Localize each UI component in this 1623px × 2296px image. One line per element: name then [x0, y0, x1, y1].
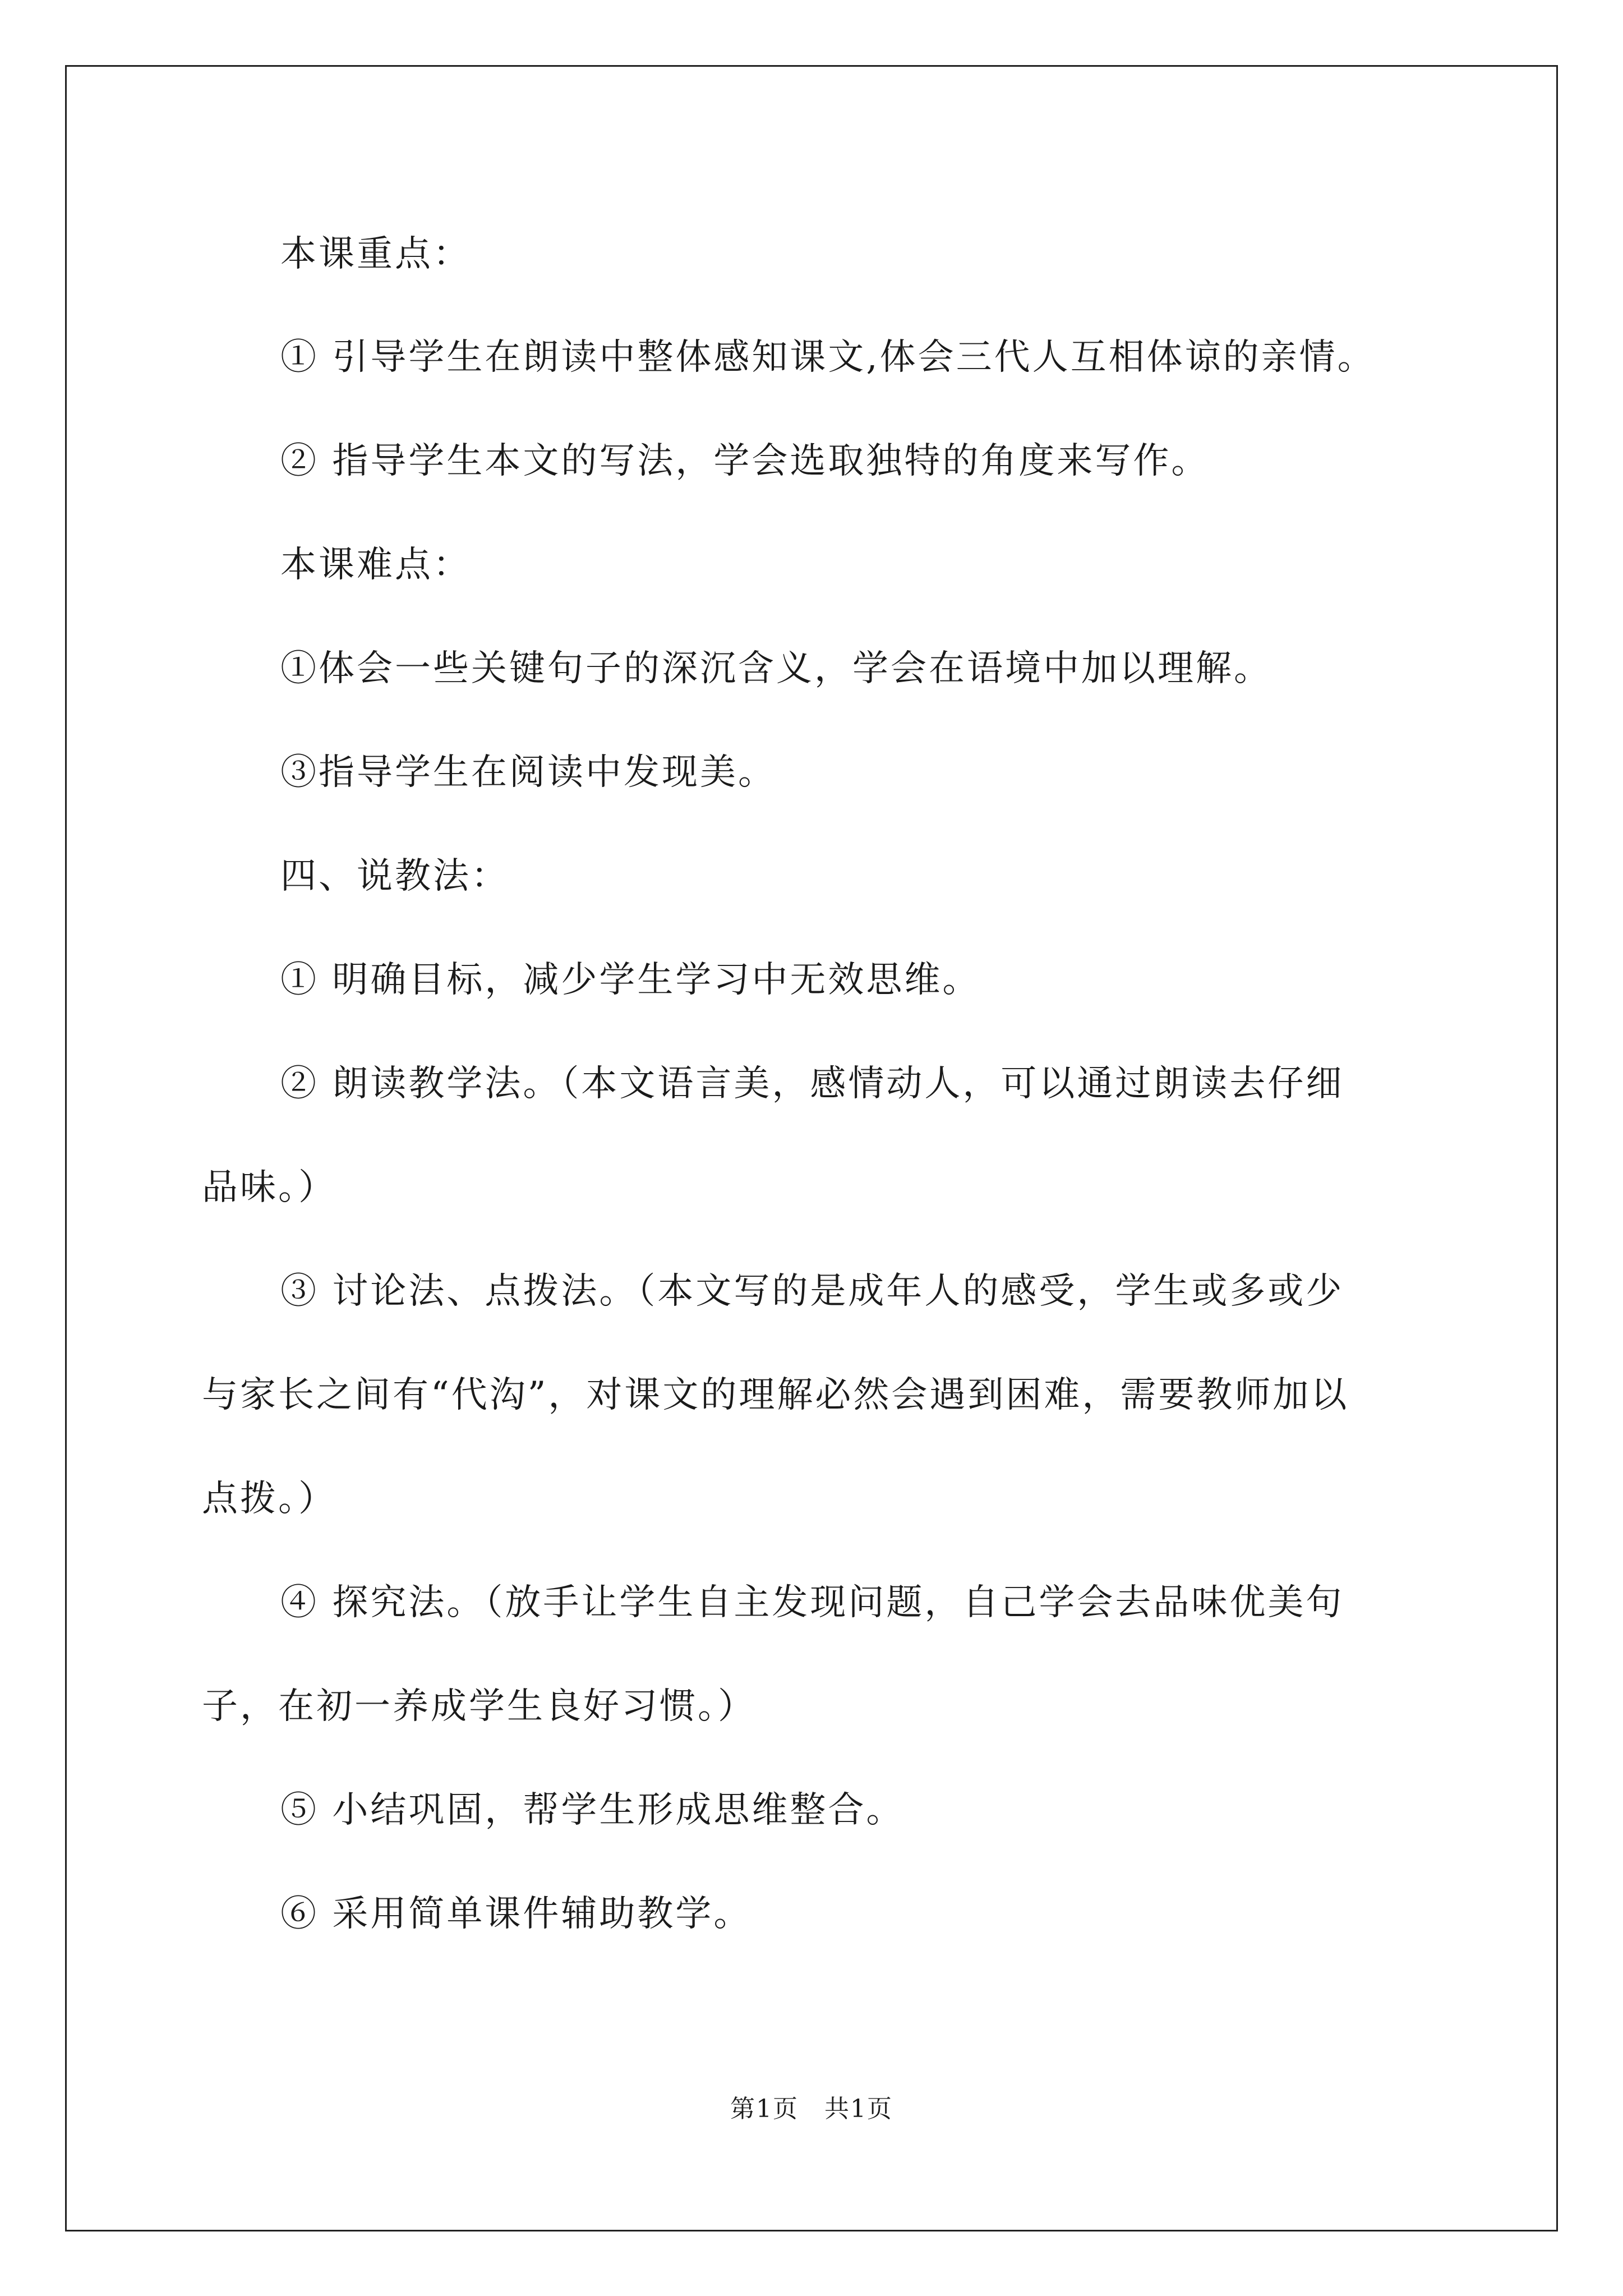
method-3-line-3: 点拨。） [202, 1478, 336, 1520]
difficult-point-1: ①体会一些关键句子的深沉含义，学会在语境中加以理解。 [280, 648, 1272, 689]
method-1: ① 明确目标，减少学生学习中无效思维。 [280, 959, 981, 1001]
method-2-line-1: ② 朗读教学法。（本文语言美，感情动人，可以通过朗读去仔细 [280, 1063, 1344, 1105]
method-3-line-1: ③ 讨论法、点拨法。（本文写的是成年人的感受，学生或多或少 [280, 1271, 1344, 1312]
difficult-point-2: ③指导学生在阅读中发现美。 [280, 752, 776, 793]
key-point-1: ① 引导学生在朗读中整体感知课文,体会三代人互相体谅的亲情。 [280, 337, 1376, 378]
heading-teaching-methods: 四、说教法： [280, 855, 509, 897]
page-number-footer: 第1页 共1页 [730, 2095, 893, 2123]
heading-key-points: 本课重点： [280, 233, 471, 275]
method-5: ⑤ 小结巩固，帮学生形成思维整合。 [280, 1789, 905, 1831]
key-point-2: ② 指导学生本文的写法，学会选取独特的角度来写作。 [280, 440, 1210, 482]
method-4-line-2: 子，在初一养成学生良好习惯。） [202, 1686, 756, 1727]
method-6: ⑥ 采用简单课件辅助教学。 [280, 1893, 752, 1935]
method-4-line-1: ④ 探究法。（放手让学生自主发现问题，自己学会去品味优美句 [280, 1582, 1344, 1623]
method-2-line-2: 品味。） [202, 1167, 336, 1208]
heading-difficult-points: 本课难点： [280, 544, 471, 586]
method-3-line-2: 与家长之间有“代沟”，对课文的理解必然会遇到困难，需要教师加以 [202, 1374, 1349, 1416]
